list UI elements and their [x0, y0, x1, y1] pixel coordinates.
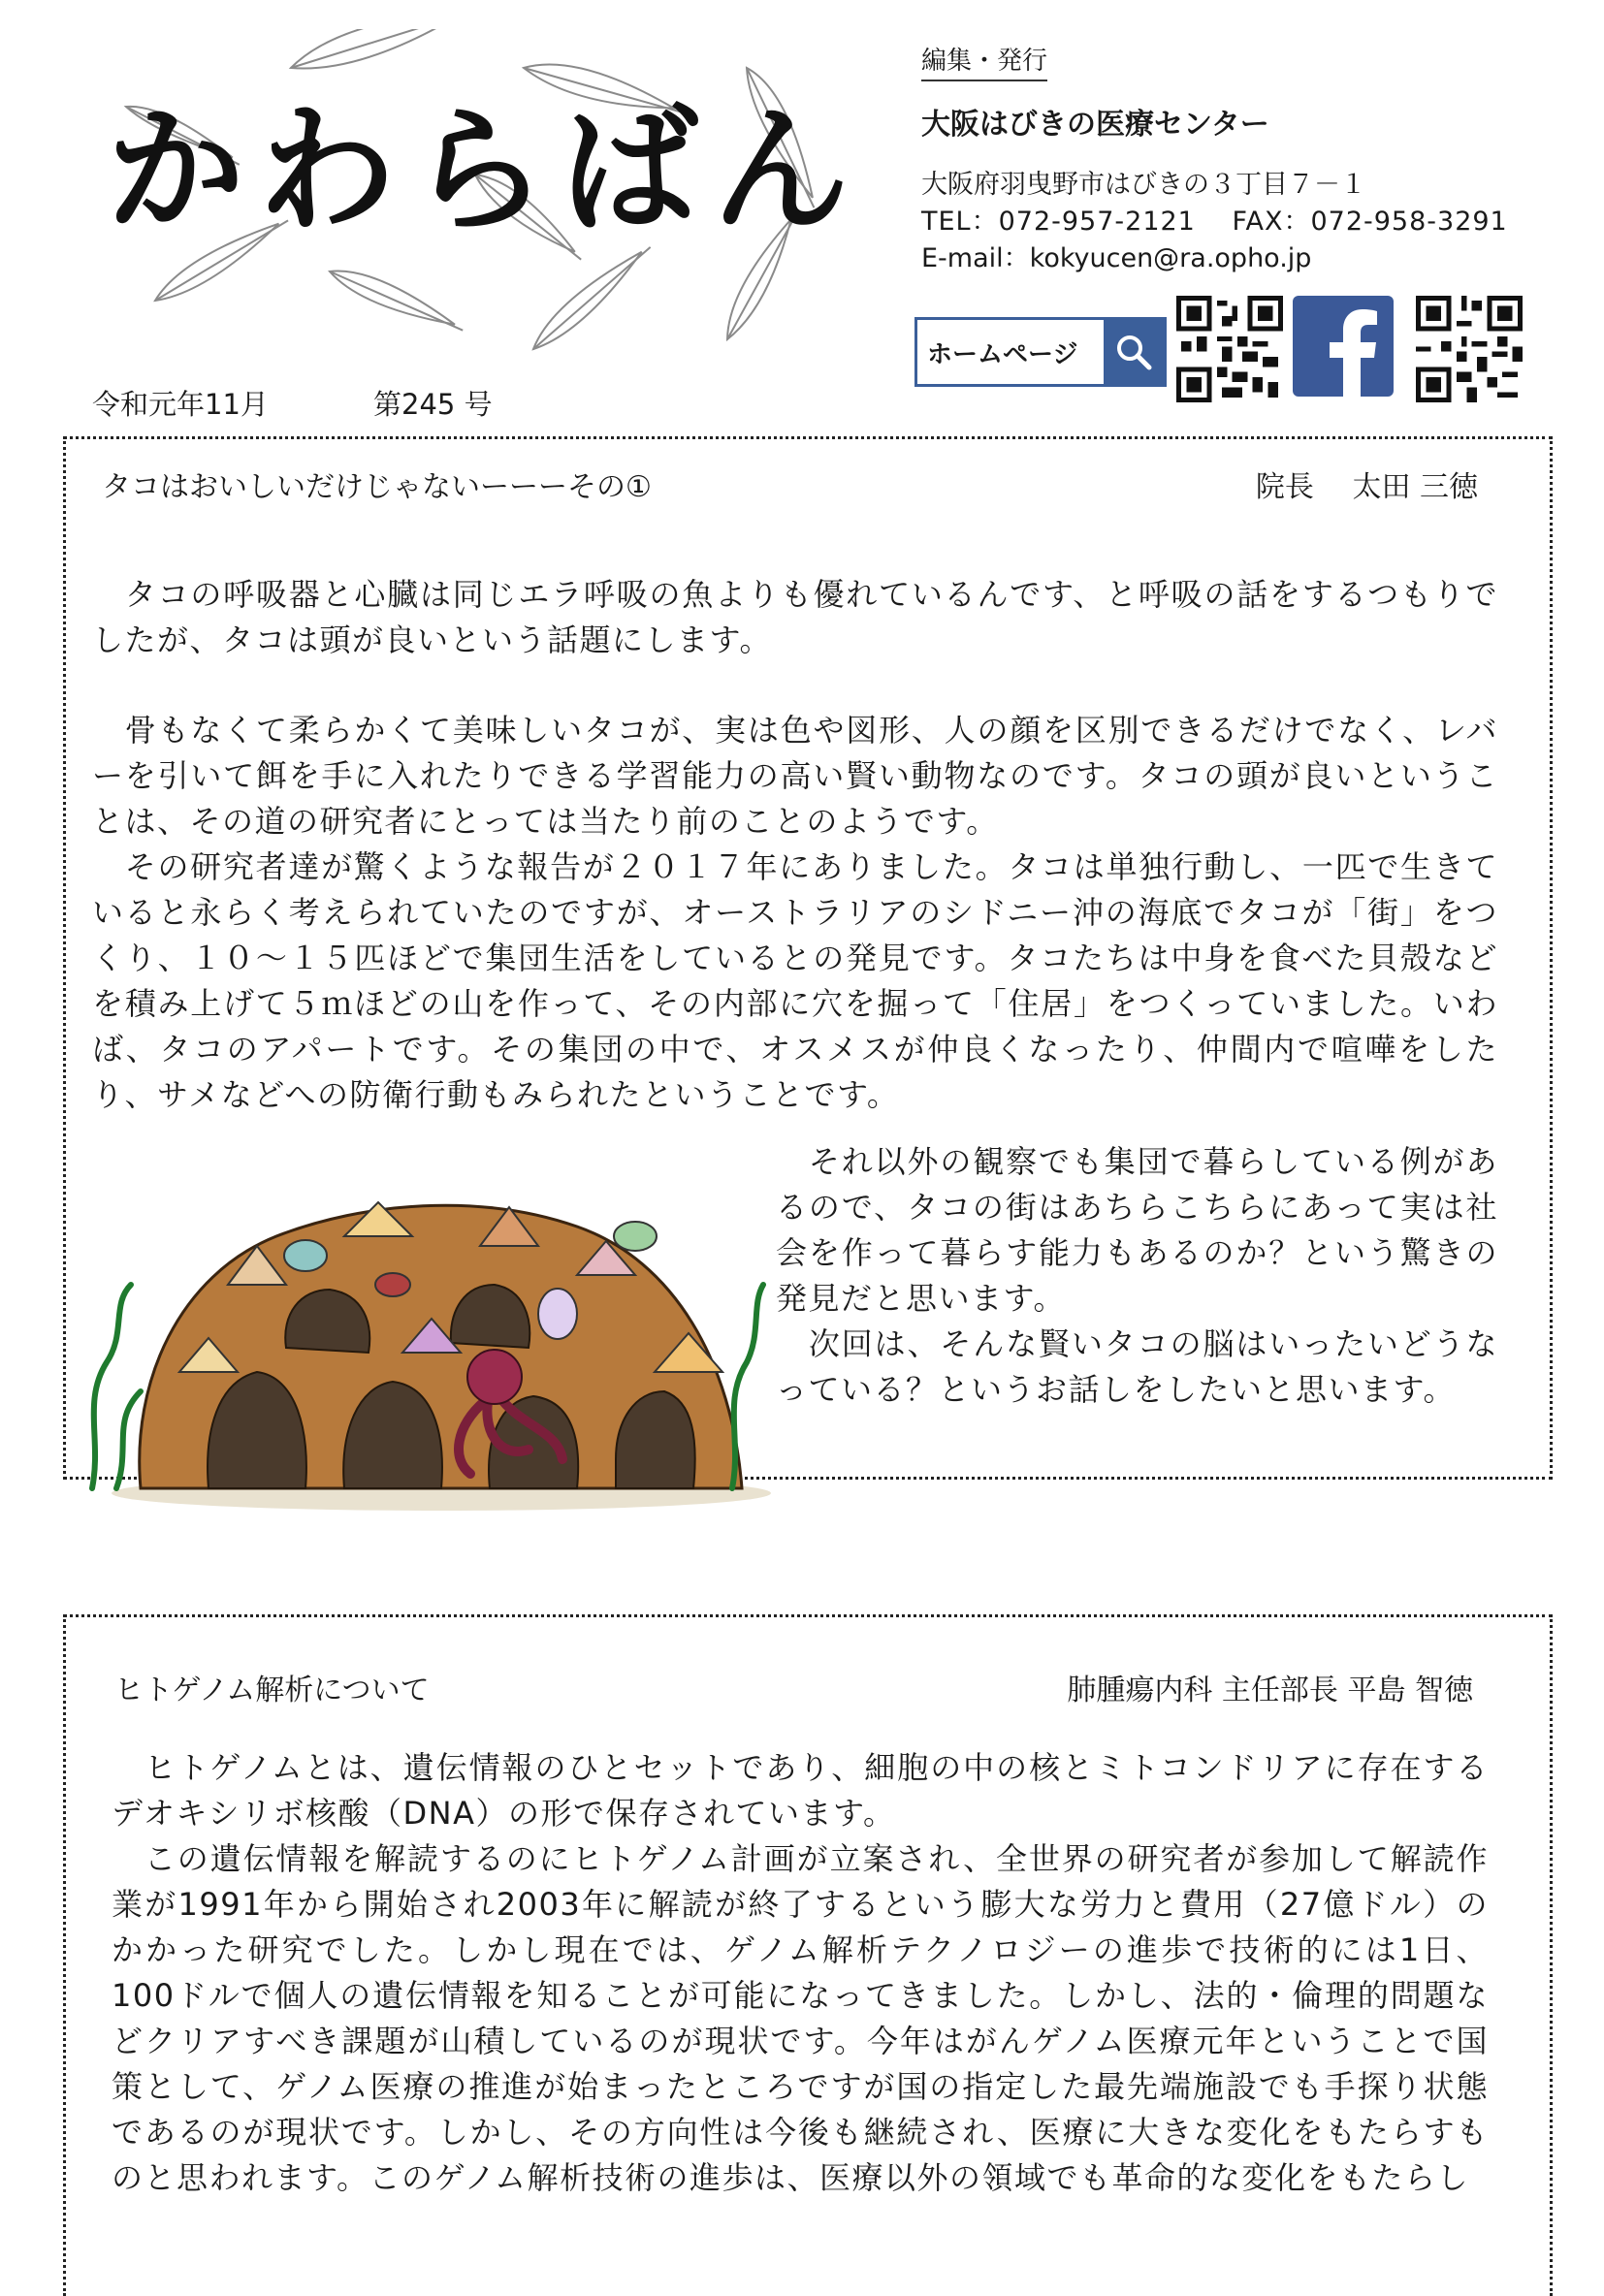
article-paragraph: ヒトゲノムとは、遺伝情報のひとセットであり、細胞の中の核とミトコンドリアに存在するデオキシリボ核酸（DNA）の形で保存されています。: [112, 1749, 1489, 1832]
article-paragraph: 骨もなくて柔らかくて美味しいタコが、実は色や図形、人の顔を区別できるだけでなく、レバーを引いて餌を手に入れたりできる学習能力の高い賢い動物なのです。タコの頭が良いということは、その道の研究者にとっては当たり前のことのようです。: [92, 712, 1498, 840]
article-author: 院長 太田 三徳: [1255, 470, 1478, 504]
article-paragraph: それ以外の観察でも集団で暮らしている例があるので、タコの街はあちらこちらにあって実は社会を作って暮らす能力もあるのか？という驚きの発見だと思います。: [776, 1143, 1498, 1317]
article-body: [92, 708, 1498, 1118]
article-paragraph: 次回は、そんな賢いタコの脳はいったいどうなっている？というお話しをしたいと思います。: [776, 1325, 1498, 1408]
homepage-search-button[interactable]: [914, 317, 1167, 387]
newsletter-title: かわらばん: [107, 90, 863, 251]
search-icon: [1104, 320, 1164, 384]
homepage-label: ホームページ: [927, 339, 1078, 369]
article-body: [776, 1139, 1498, 1413]
publisher-address: 大阪府羽曳野市はびきの３丁目７－１: [921, 170, 1366, 200]
qr-code-icon[interactable]: [1176, 296, 1283, 402]
article-paragraph: この遺伝情報を解読するのにヒトゲノム計画が立案され、全世界の研究者が参加して解読作業が1991年から開始され2003年に解読が終了するという膨大な労力と費用（27億ドル）のかかった研究でした。しかし現在では、ゲノム解析テクノロジーの進歩で技術的には1日、100ドルで個人の遺伝情報を知ることが可能になってきました。しかし、法的・倫理的問題などクリアすべき課題が山積しているのが現状です。今年はがんゲノム医療元年ということで国策として、ゲノム医療の推進が始まったところですが国の指定した最先端施設でも手探り状態であるのが現状です。しかし、その方向性は今後も継続され、医療に大きな変化をもたらすものと思われます。このゲノム解析技術の進歩は、医療以外の領域でも革命的な変化をもたらし: [112, 1840, 1489, 2196]
publisher-label: 編集・発行: [921, 41, 1047, 81]
article-body: [112, 1745, 1489, 2201]
qr-code-icon[interactable]: [1416, 296, 1523, 402]
octopus-shell-mound-illustration: [73, 1149, 771, 1513]
publisher-name: 大阪はびきの医療センター: [921, 108, 1269, 142]
article-title: タコはおいしいだけじゃないーーーその①: [102, 470, 652, 504]
article-paragraph: その研究者達が驚くような報告が２０１７年にありました。タコは単独行動し、一匹で生きていると永らく考えられていたのですが、オーストラリアのシドニー沖の海底でタコが「街」をつくり、１０～１５匹ほどで集団生活をしているとの発見です。タコたちは中身を食べた貝殻などを積み上げて５ｍほどの山を作って、その内部に穴を掘って「住居」をつくっていました。いわば、タコのアパートです。その集団の中で、オスメスが仲良くなったり、仲間内で喧嘩をしたり、サメなどへの防衛行動もみられたということです。: [92, 848, 1498, 1113]
article-title: ヒトゲノム解析について: [114, 1674, 430, 1707]
article-author: 肺腫瘍内科 主任部長 平島 智徳: [1067, 1674, 1473, 1707]
issue-number: 第245 号: [373, 388, 493, 421]
publisher-email[interactable]: E-mail：kokyucen@ra.opho.jp: [921, 243, 1312, 273]
publisher-phone-fax: TEL：072-957-2121 FAX：072-958-3291: [921, 207, 1508, 237]
issue-date: 令和元年11月: [92, 388, 269, 421]
facebook-icon[interactable]: [1293, 296, 1394, 397]
article-paragraph: タコの呼吸器と心臓は同じエラ呼吸の魚よりも優れているんです、と呼吸の話をするつもりでしたが、タコは頭が良いという話題にします。: [92, 576, 1498, 658]
